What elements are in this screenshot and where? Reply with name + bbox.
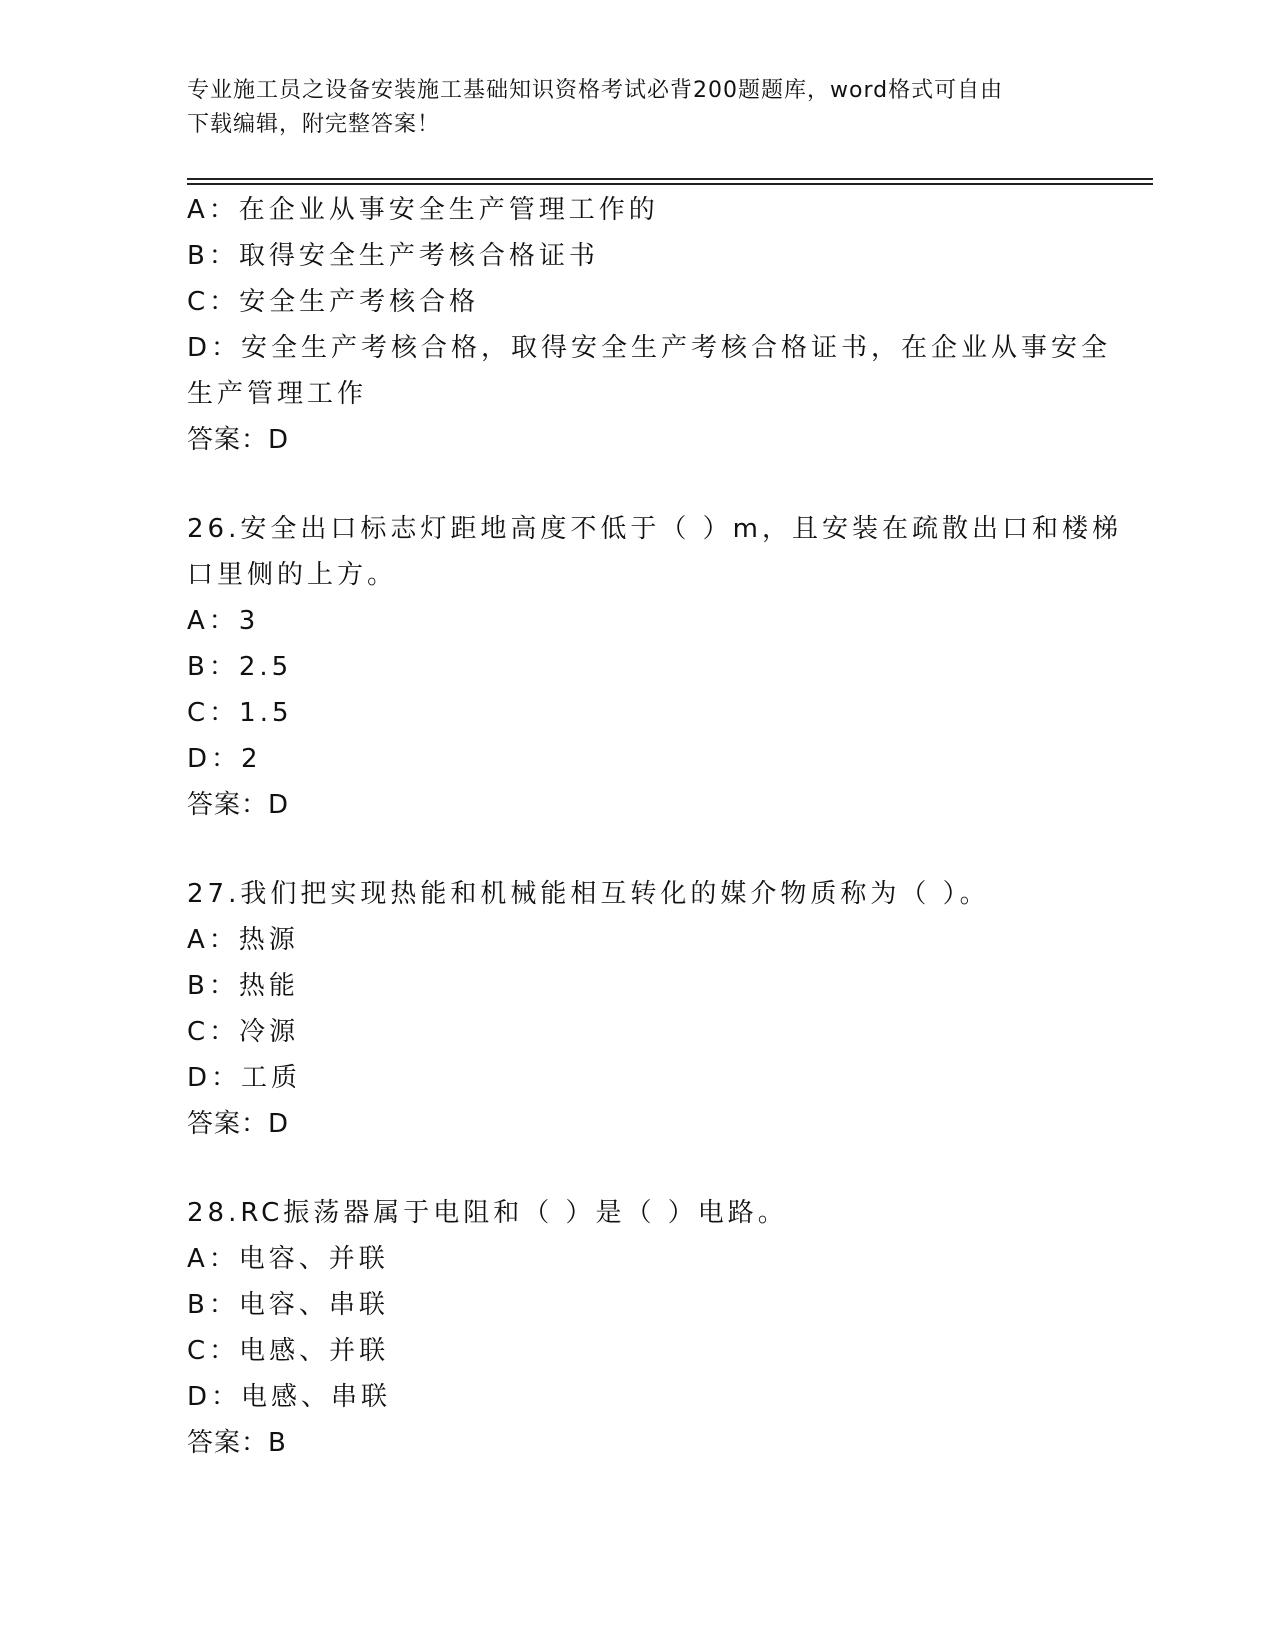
question-25-block — [187, 187, 1112, 463]
option-b: B：电容、串联 — [187, 1290, 389, 1320]
header-divider-top — [187, 178, 1153, 180]
option-d: D：工质 — [187, 1063, 302, 1093]
option-b: B：热能 — [187, 971, 299, 1001]
option-c: C：电感、并联 — [187, 1336, 390, 1366]
question-spacer — [187, 463, 1087, 506]
option-c: C：冷源 — [187, 1017, 300, 1047]
option-d: D：安全生产考核合格，取得安全生产考核合格证书，在企业从事安全 — [187, 333, 1112, 363]
answer-line: 答案：B — [187, 1428, 287, 1458]
option-c: C：安全生产考核合格 — [187, 287, 480, 317]
question-stem-continued: 口里侧的上方。 — [187, 560, 398, 590]
question-26-block — [187, 506, 1122, 828]
header-divider-bottom — [187, 183, 1153, 185]
option-a: A：热源 — [187, 925, 299, 955]
answer-line: 答案：D — [187, 1109, 290, 1139]
question-stem: 27.我们把实现热能和机械能相互转化的媒介物质称为（ ）。 — [187, 879, 990, 909]
question-list — [187, 187, 1122, 1466]
option-c: C：1.5 — [187, 698, 293, 728]
question-28-block — [187, 1190, 1087, 1466]
question-27-block — [187, 871, 1087, 1147]
answer-line: 答案：D — [187, 425, 290, 455]
answer-line: 答案：D — [187, 790, 290, 820]
option-d: D：2 — [187, 744, 262, 774]
option-a: A：在企业从事安全生产管理工作的 — [187, 195, 659, 225]
option-d-continued: 生产管理工作 — [187, 379, 368, 409]
question-stem: 28.RC振荡器属于电阻和（ ）是（ ）电路。 — [187, 1198, 788, 1228]
header-line-1: 专业施工员之设备安装施工基础知识资格考试必背200题题库，word格式可自由 — [187, 78, 1004, 103]
question-stem: 26.安全出口标志灯距地高度不低于（ ）m，且安装在疏散出口和楼梯 — [187, 514, 1122, 544]
option-b: B：取得安全生产考核合格证书 — [187, 241, 599, 271]
document-header — [187, 74, 1087, 142]
question-spacer — [187, 828, 1087, 871]
header-line-2: 下载编辑，附完整答案！ — [187, 112, 441, 137]
question-spacer — [187, 1147, 1087, 1190]
option-b: B：2.5 — [187, 652, 293, 682]
option-a: A：3 — [187, 606, 260, 636]
option-d: D：电感、串联 — [187, 1382, 392, 1412]
option-a: A：电容、并联 — [187, 1244, 389, 1274]
